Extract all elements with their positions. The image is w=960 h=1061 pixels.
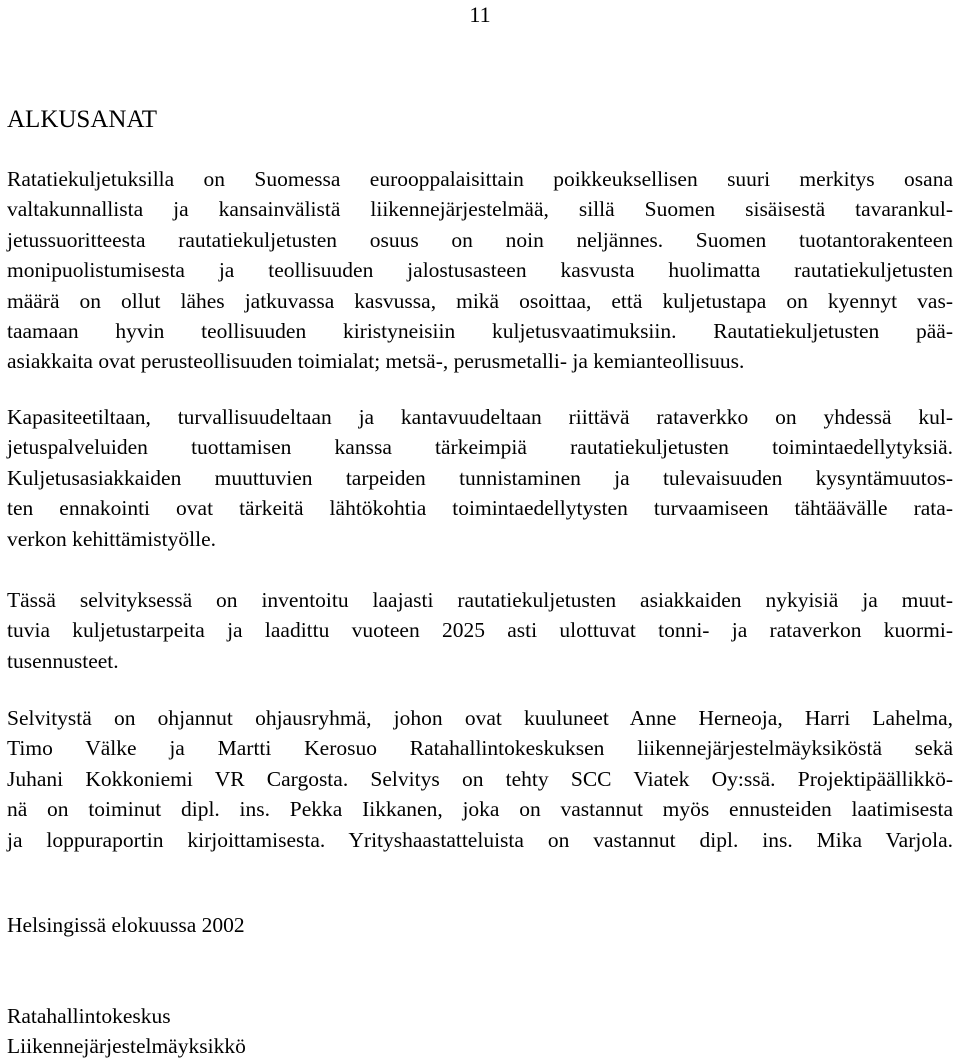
paragraph-line: Timo Välke ja Martti Kerosuo Ratahallintokeskuksen liikennejärjestelmäyksiköstä sekä bbox=[7, 736, 953, 761]
paragraph-line: Kuljetusasiakkaiden muuttuvien tarpeiden tunnistaminen ja tulevaisuuden kysyntämuutos- bbox=[7, 465, 953, 490]
signature-unit: Liikennejärjestelmäyksikkö bbox=[7, 1034, 246, 1058]
paragraph-line: verkon kehittämistyölle. bbox=[7, 526, 216, 551]
paragraph-line: Juhani Kokkoniemi VR Cargosta. Selvitys on tehty SCC Viatek Oy:ssä. Projektipäällikkö- bbox=[7, 766, 953, 791]
paragraph-line: Ratatiekuljetuksilla on Suomessa eurooppalaisittain poikkeuksellisen suuri merkitys osana bbox=[7, 167, 953, 191]
paragraph-1 bbox=[7, 164, 953, 377]
paragraph-line: määrä on ollut lähes jatkuvassa kasvussa, mikä osoittaa, että kuljetustapa on kyennyt vas- bbox=[7, 288, 953, 313]
paragraph-line: nä on toiminut dipl. ins. Pekka Iikkanen, joka on vastannut myös ennusteiden laatimisesta bbox=[7, 797, 953, 822]
paragraph-line: Tässä selvityksessä on inventoitu laajasti rautatiekuljetusten asiakkaiden nykyisiä ja muut- bbox=[7, 588, 953, 612]
paragraph-line: monipuolistumisesta ja teollisuuden jalostusasteen kasvusta huolimatta rautatiekuljetusten bbox=[7, 258, 953, 283]
paragraph-line: ja loppuraportin kirjoittamisesta. Yrityshaastatteluista on vastannut dipl. ins. Mika Varjola. bbox=[7, 827, 953, 852]
page-title: ALKUSANAT bbox=[7, 106, 157, 133]
paragraph-line: jetuspalveluiden tuottamisen kanssa tärkeimpiä rautatiekuljetusten toimintaedellytyksiä. bbox=[7, 435, 953, 460]
paragraph-line: valtakunnallista ja kansainvälistä liikennejärjestelmää, sillä Suomen sisäisestä tavarankul- bbox=[7, 197, 953, 222]
page-number: 11 bbox=[469, 2, 491, 27]
paragraph-line: ten ennakointi ovat tärkeitä lähtökohtia toimintaedellytysten turvaamiseen tähtäävälle rata- bbox=[7, 496, 953, 521]
paragraph-line: asiakkaita ovat perusteollisuuden toimialat; metsä-, perusmetalli- ja kemianteollisuus. bbox=[7, 349, 745, 374]
paragraph-line: tusennusteet. bbox=[7, 648, 119, 673]
paragraph-line: Selvitystä on ohjannut ohjausryhmä, johon ovat kuuluneet Anne Herneoja, Harri Lahelma, bbox=[7, 706, 953, 730]
paragraph-line: Kapasiteetiltaan, turvallisuudeltaan ja kantavuudeltaan riittävä rataverkko on yhdessä kul- bbox=[7, 405, 953, 429]
paragraph-2 bbox=[7, 402, 953, 554]
paragraph-3 bbox=[7, 585, 953, 676]
signature-place-date: Helsingissä elokuussa 2002 bbox=[7, 913, 245, 937]
paragraph-line: tuvia kuljetustarpeita ja laadittu vuoteen 2025 asti ulottuvat tonni- ja rataverkon kuormi- bbox=[7, 618, 953, 643]
paragraph-4 bbox=[7, 703, 953, 855]
signature-organization: Ratahallintokeskus bbox=[7, 1004, 171, 1028]
paragraph-line: taamaan hyvin teollisuuden kiristyneisiin kuljetusvaatimuksiin. Rautatiekuljetusten pää- bbox=[7, 319, 953, 344]
paragraph-line: jetussuoritteesta rautatiekuljetusten osuus on noin neljännes. Suomen tuotantorakenteen bbox=[7, 227, 953, 252]
